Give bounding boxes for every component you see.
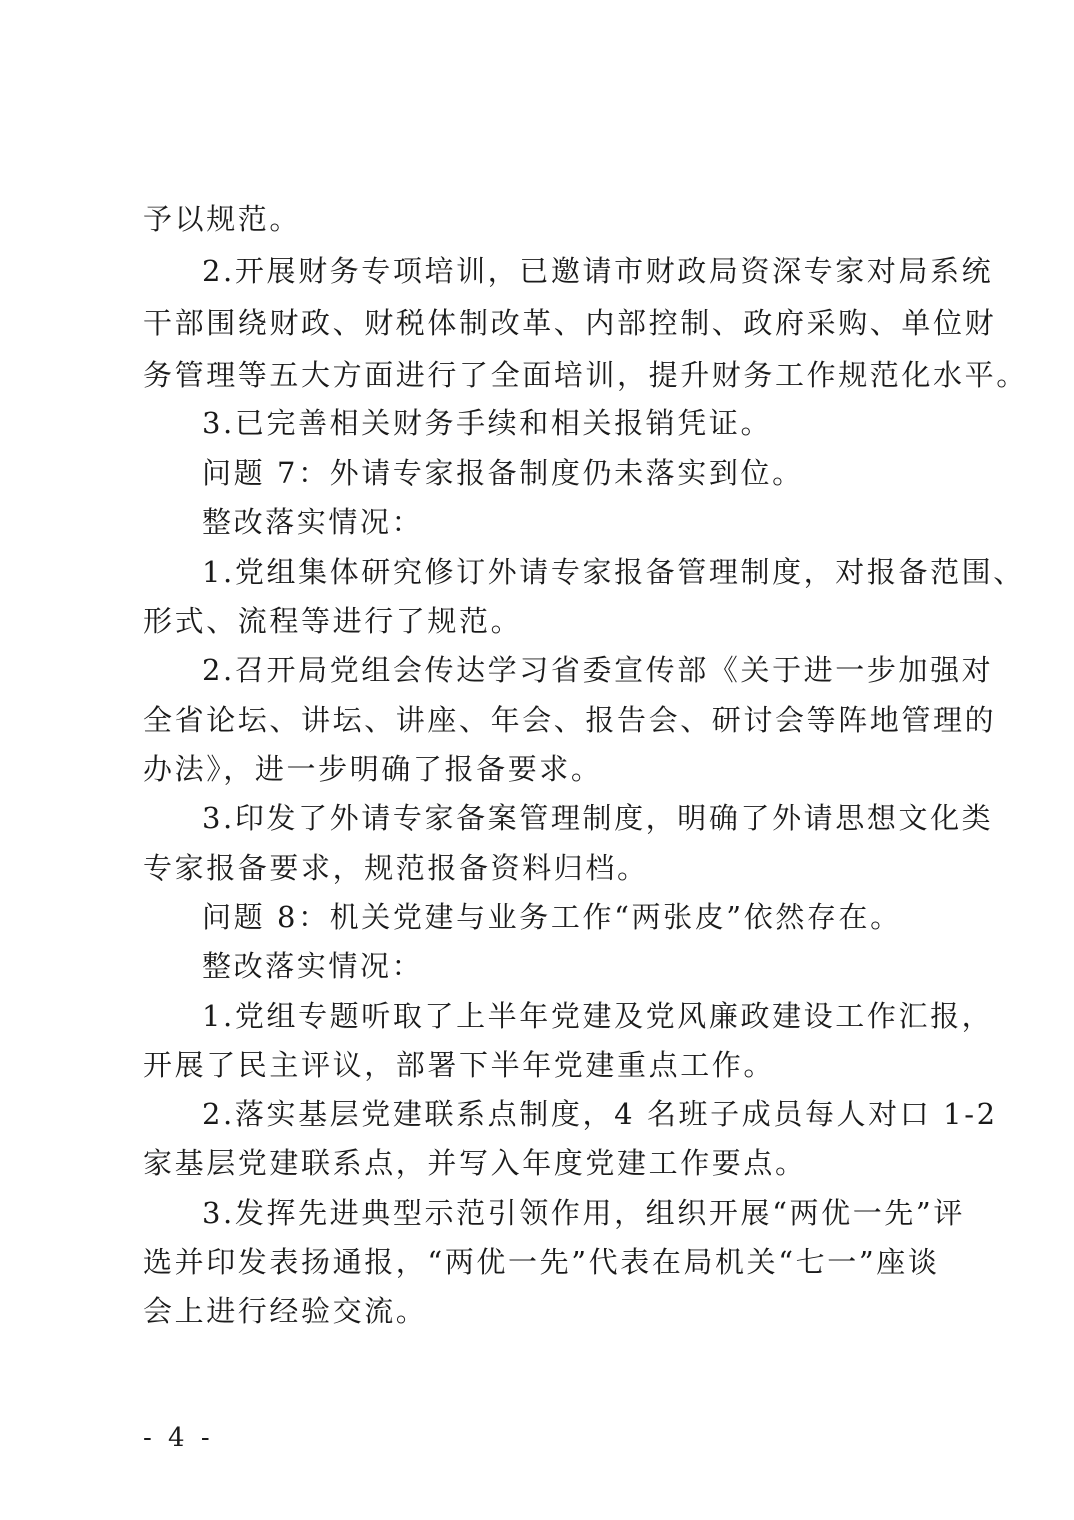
text-line: 2.召开局党组会传达学习省委宣传部《关于进一步加强对 — [202, 653, 994, 687]
page-number: - 4 - — [143, 1423, 214, 1453]
text-line: 办法》，进一步明确了报备要求。 — [143, 752, 603, 786]
text-line: 予以规范。 — [143, 202, 302, 236]
text-line: 会上进行经验交流。 — [143, 1294, 428, 1328]
text-line: 全省论坛、讲坛、讲座、年会、报告会、研讨会等阵地管理的 — [143, 703, 997, 737]
text-line: 3.已完善相关财务手续和相关报销凭证。 — [202, 406, 773, 440]
text-line: 1.党组专题听取了上半年党建及党风廉政建设工作汇报， — [202, 999, 994, 1033]
section-heading: 整改落实情况： — [202, 505, 424, 539]
text-line: 问题 8：机关党建与业务工作“两张皮”依然存在。 — [202, 900, 902, 934]
section-heading: 整改落实情况： — [202, 949, 424, 983]
text-line: 问题 7：外请专家报备制度仍未落实到位。 — [202, 456, 804, 490]
text-line: 2.开展财务专项培训，已邀请市财政局资深专家对局系统 — [202, 254, 994, 288]
text-line: 家基层党建联系点，并写入年度党建工作要点。 — [143, 1146, 807, 1180]
text-line: 开展了民主评议，部署下半年党建重点工作。 — [143, 1048, 776, 1082]
text-line: 1.党组集体研究修订外请专家报备管理制度，对报备范围、 — [202, 555, 1025, 589]
text-line: 3.印发了外请专家备案管理制度，明确了外请思想文化类 — [202, 801, 994, 835]
text-line: 选并印发表扬通报，“两优一先”代表在局机关“七一”座谈 — [143, 1245, 940, 1279]
text-line: 2.落实基层党建联系点制度，4 名班子成员每人对口 1-2 — [202, 1097, 998, 1131]
text-line: 3.发挥先进典型示范引领作用，组织开展“两优一先”评 — [202, 1196, 965, 1230]
text-line: 务管理等五大方面进行了全面培训，提升财务工作规范化水平。 — [143, 358, 1028, 392]
text-line: 干部围绕财政、财税体制改革、内部控制、政府采购、单位财 — [143, 306, 997, 340]
text-line: 形式、流程等进行了规范。 — [143, 604, 523, 638]
text-line: 专家报备要求，规范报备资料归档。 — [143, 851, 649, 885]
